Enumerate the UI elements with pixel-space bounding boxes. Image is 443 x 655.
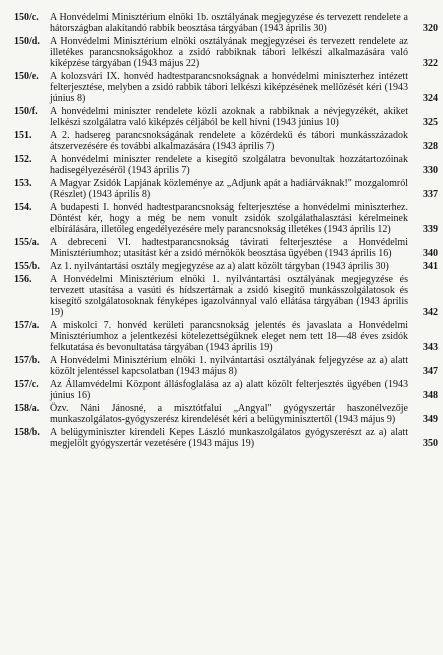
- entry-text: A Honvédelmi Minisztérium elnöki 1b. osztályának megjegyzése és tervezett rendelete a hátországban alakítandó rabbik beosztása tárgyában (1943 április 30): [50, 12, 408, 34]
- toc-entry: [14, 154, 438, 176]
- toc-entry: [14, 261, 438, 272]
- toc-entry: [14, 355, 438, 377]
- toc-entry: [14, 274, 438, 318]
- entry-number: 155/b.: [14, 261, 40, 272]
- table-of-contents: [14, 12, 438, 451]
- toc-entry: [14, 106, 438, 128]
- entry-page: 343: [423, 342, 438, 353]
- entry-number: 157/a.: [14, 320, 40, 331]
- entry-page: 325: [423, 117, 438, 128]
- entry-page: 342: [423, 307, 438, 318]
- entry-number: 150/f.: [14, 106, 38, 117]
- entry-text: A Magyar Zsidók Lapjának közleménye az „Adjunk apát a hadiárváknak!" mozgalomról (Részlet) (1943 április 8): [50, 178, 408, 200]
- entry-text: A 2. hadsereg parancsnokságának rendelete a közérdekű és tábori munkásszázadok átszervezésére és további alkalmazására (1943 április 7): [50, 130, 408, 152]
- entry-text: A Honvédelmi Minisztérium elnöki 1. nyilvántartási osztályának megjegyzése és tervezett utasítása a vasúti és hídszertárnak a zsidó kisegítő munkásszolgálatosok és kisegítő szolgálatosoknak fényképes igazolvánnyal való ellátása tárgyában (1943 április 19): [50, 274, 408, 318]
- entry-text: A debreceni VI. hadtestparancsnokság távirati felterjesztése a Honvédelmi Minisztériumhoz; utasítást kér a zsidó mérnökök beosztása ügyében (1943 április 16): [50, 237, 408, 259]
- toc-entry: [14, 237, 438, 259]
- entry-number: 157/c.: [14, 379, 39, 390]
- entry-page: 337: [423, 189, 438, 200]
- entry-text: A honvédelmi miniszter rendelete a kisegítő szolgálatra bevonultak hozzátartozóinak hadisegélyezéséről (1943 április 7): [50, 154, 408, 176]
- entry-number: 150/e.: [14, 71, 39, 82]
- entry-number: 152.: [14, 154, 32, 165]
- entry-page: 350: [423, 438, 438, 449]
- entry-text: A kolozsvári IX. honvéd hadtestparancsnokságnak a honvédelmi miniszterhez intézett felterjesztése, melyben a zsidó rabbik tábori lelkészi kiképzésének mellőzését kéri (1943 június 8): [50, 71, 408, 104]
- toc-entry: [14, 12, 438, 34]
- entry-page: 340: [423, 248, 438, 259]
- entry-text: A honvédelmi miniszter rendelete közli azoknak a rabbiknak a névjegyzékét, akiket lelkészi szolgálatra való kiképzés céljából be kell hívni (1943 június 10): [50, 106, 408, 128]
- entry-text: A Honvédelmi Minisztérium elnöki 1. nyilvántartási osztályának feljegyzése az a) alatt közölt jelentéssel kapcsolatban (1943 május 8): [50, 355, 408, 377]
- toc-entry: [14, 320, 438, 353]
- toc-entry: [14, 403, 438, 425]
- entry-text: Özv. Náni Jánosné, a misztótfalui „Angyal" gyógyszertár haszonélvezője munkaszolgálatos-gyógyszerész kirendelését kéri a belügyminisztertől (1943 május 9): [50, 403, 408, 425]
- toc-entry: [14, 71, 438, 104]
- entry-text: A belügyminiszter kirendeli Kepes László munkaszolgálatos gyógyszerészt az a) alatt megjelölt gyógyszertár vezetésére (1943 május 19): [50, 427, 408, 449]
- toc-entry: [14, 202, 438, 235]
- toc-entry: [14, 379, 438, 401]
- entry-page: 341: [423, 261, 438, 272]
- entry-number: 154.: [14, 202, 32, 213]
- toc-entry: [14, 178, 438, 200]
- entry-page: 348: [423, 390, 438, 401]
- entry-page: 330: [423, 165, 438, 176]
- entry-page: 349: [423, 414, 438, 425]
- entry-page: 322: [423, 58, 438, 69]
- entry-number: 150/c.: [14, 12, 39, 23]
- entry-text: A budapesti I. honvéd hadtestparancsnokság felterjesztése a honvédelmi miniszterhez. Döntést kér, hogy a még be nem vonult zsidók szolgálathalasztási kérelmeinek elbírálására, illetőleg engedélyezésére mely parancsnokság illetékes (1943 április 12): [50, 202, 408, 235]
- entry-page: 339: [423, 224, 438, 235]
- toc-entry: [14, 130, 438, 152]
- entry-text: A Honvédelmi Minisztérium elnöki osztályának megjegyzései és tervezett rendelete az illetékes parancsnokságokhoz a zsidó rabbiknak tábori lelkészi alkalmazására való kiképzése tárgyában (1943 május 22): [50, 36, 408, 69]
- toc-entry: [14, 427, 438, 449]
- entry-text: A miskolci 7. honvéd kerületi parancsnokság jelentés és javaslata a Honvédelmi Minisztériumhoz a jelentkezési kötelezettségüknek eleget nem tett 18—48 éves zsidók felkutatása és bevonultatása tárgyában (1943 április 19): [50, 320, 408, 353]
- entry-number: 151.: [14, 130, 32, 141]
- entry-text: Az 1. nyilvántartási osztály megjegyzése az a) alatt közölt tárgyban (1943 április 30): [50, 261, 389, 272]
- entry-number: 150/d.: [14, 36, 40, 47]
- entry-page: 347: [423, 366, 438, 377]
- entry-number: 153.: [14, 178, 32, 189]
- entry-number: 158/a.: [14, 403, 40, 414]
- entry-page: 328: [423, 141, 438, 152]
- entry-number: 155/a.: [14, 237, 40, 248]
- entry-page: 324: [423, 93, 438, 104]
- entry-page: 320: [423, 23, 438, 34]
- toc-entry: [14, 36, 438, 69]
- entry-number: 158/b.: [14, 427, 40, 438]
- entry-text: Az Államvédelmi Központ állásfoglalása az a) alatt közölt felterjesztés ügyében (1943 június 16): [50, 379, 408, 401]
- entry-number: 157/b.: [14, 355, 40, 366]
- entry-number: 156.: [14, 274, 32, 285]
